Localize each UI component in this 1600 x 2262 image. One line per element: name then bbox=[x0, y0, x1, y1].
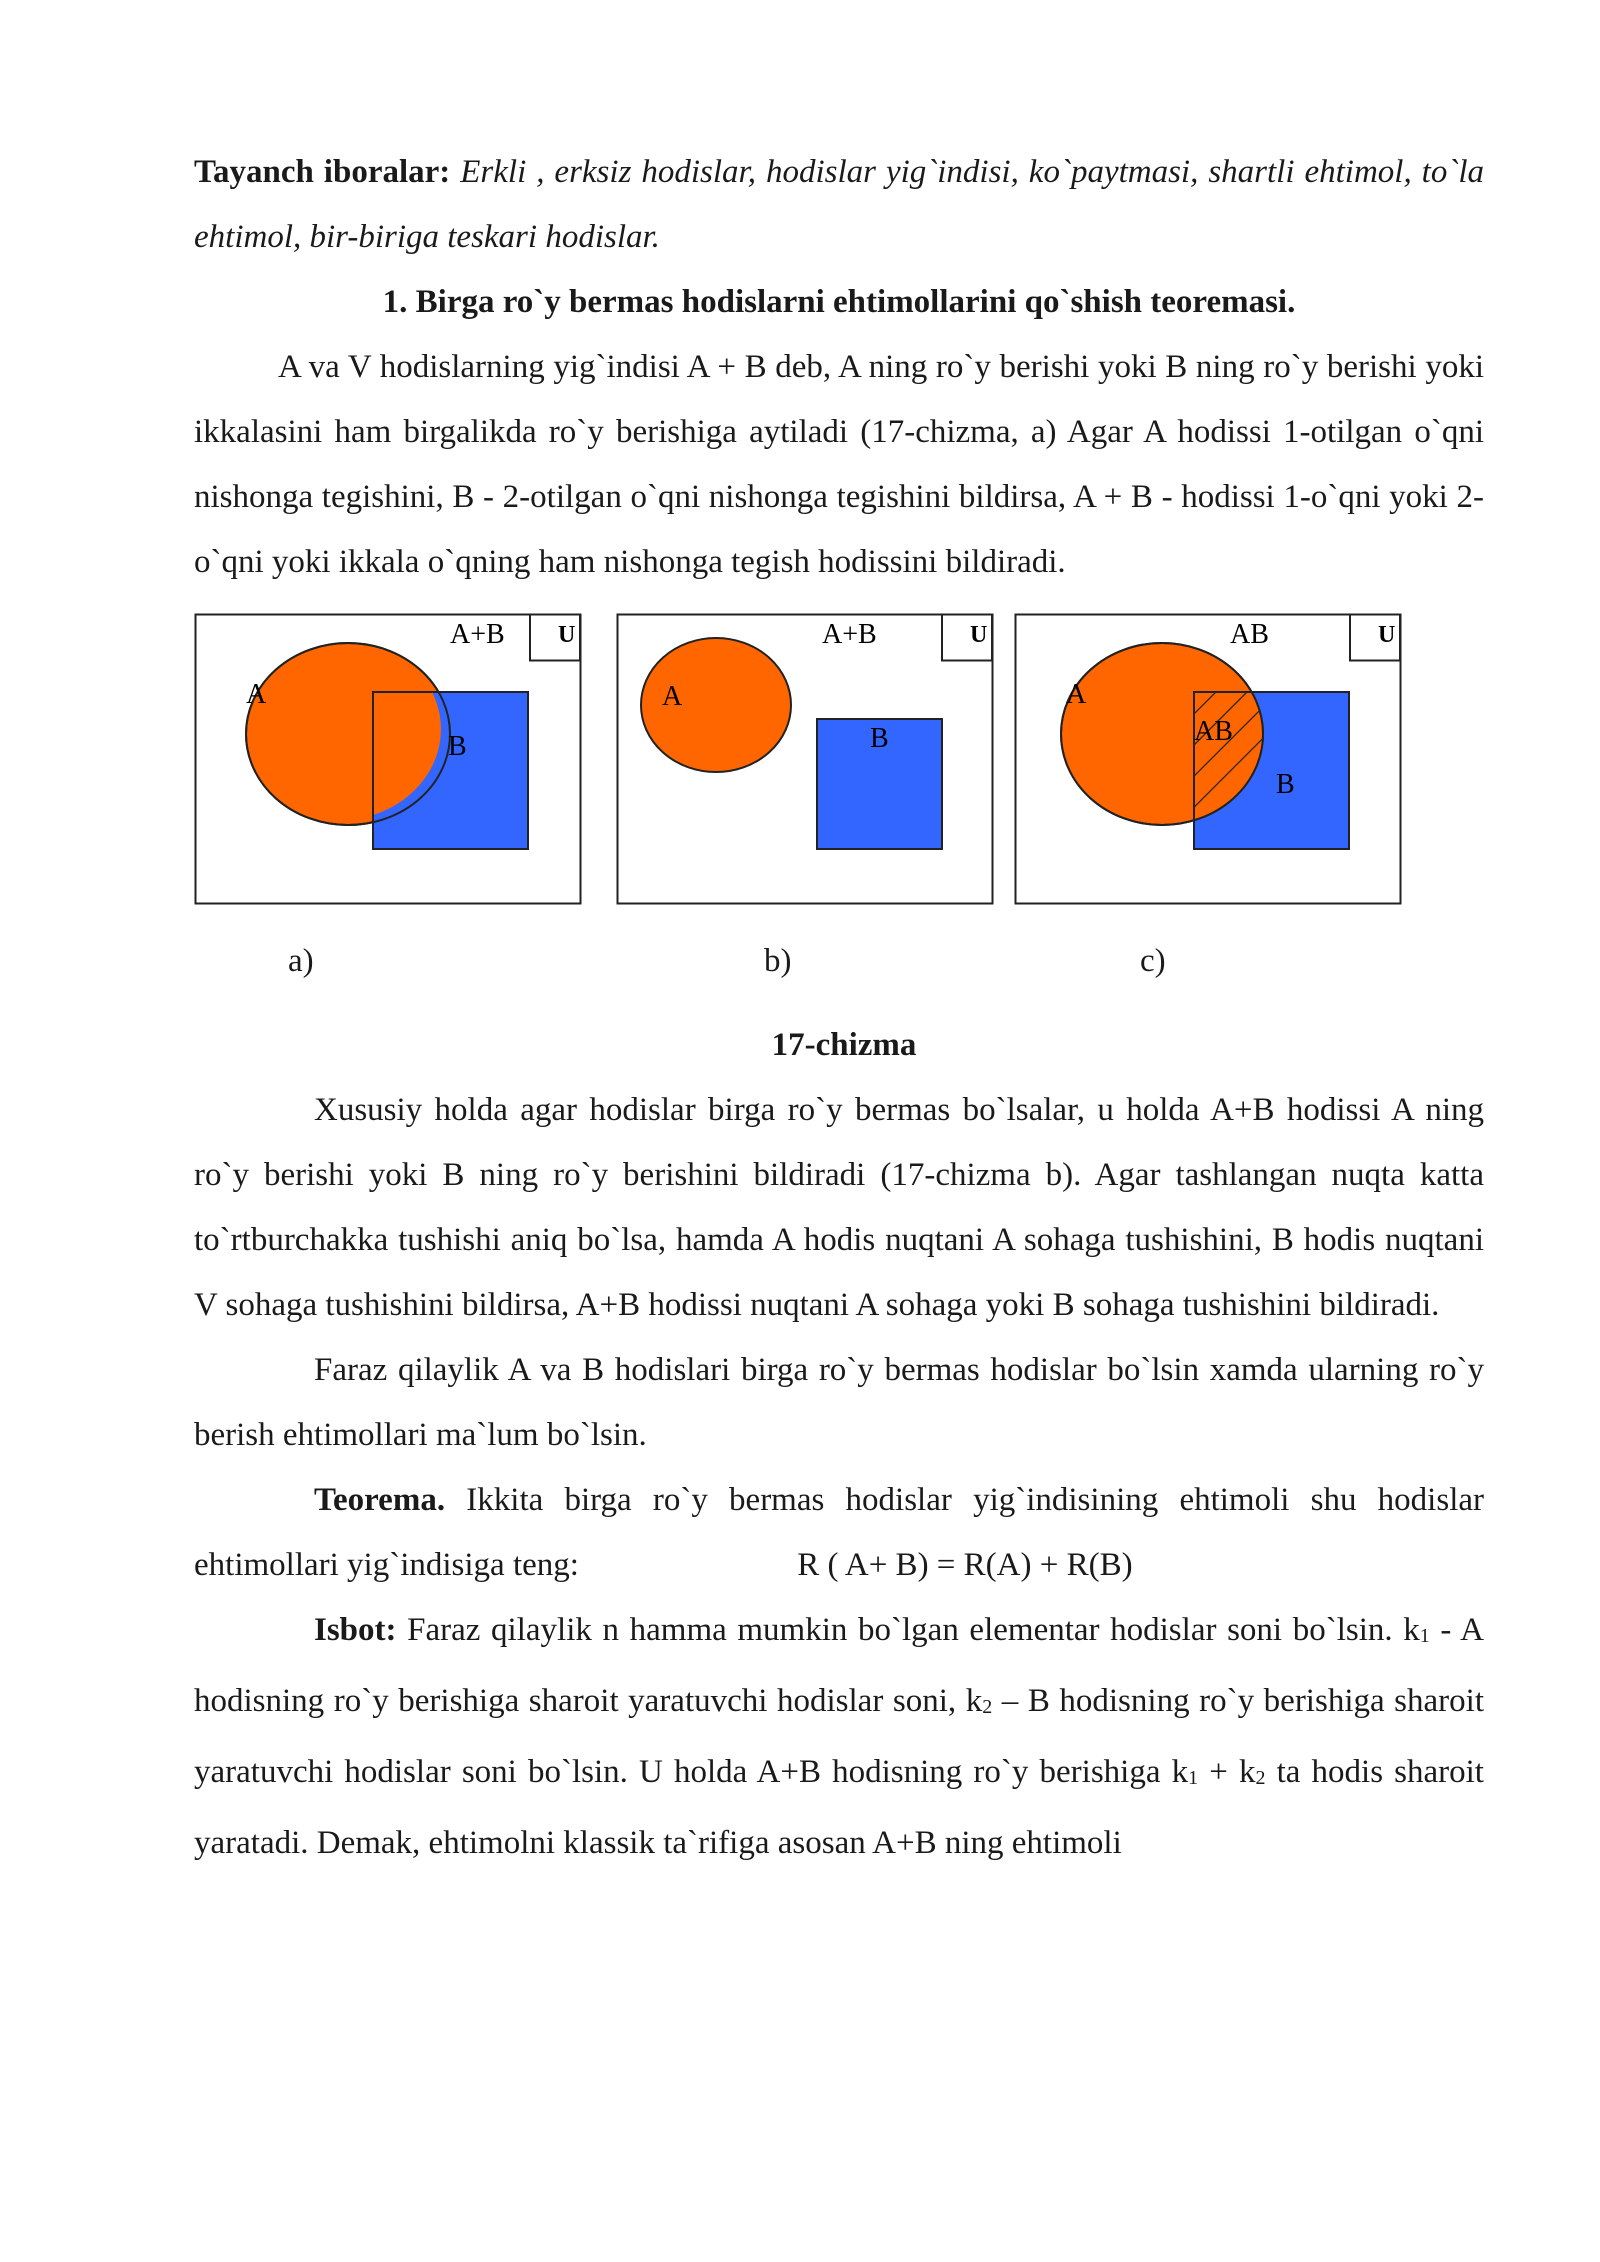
proof-text-2: - A hodisning ro`y berishiga sharoit yaratuvchi hodislar soni, k bbox=[194, 1612, 1485, 1719]
panel-c-label-ab: AB bbox=[1194, 716, 1233, 747]
proof-sub-2: 2 bbox=[982, 1696, 993, 1718]
panel-c-caption: c) bbox=[1140, 943, 1166, 979]
venn-panel-a bbox=[194, 613, 584, 907]
panel-c-label-a: A bbox=[1066, 679, 1087, 710]
paragraph-1: A va V hodislarning yig`indisi A + B deb, A ning ro`y berishi yoki B ning ro`y berishi yoki ikkalasini ham birgalikda ro`y berishiga aytiladi (17-chizma, a) Agar A hodissi 1-otilgan o`qni nishonga tegishini, B - 2-otilgan o`qni nishonga tegishini bildirsa, A + B - hodissi 1-o`qni yoki 2-o`qni yoki ikkala o`qning ham nishonga tegish hodissini bildiradi. bbox=[194, 349, 1484, 580]
proof-text-5: ta hodis sharoit yaratadi. Demak, ehtimolni klassik ta`rifiga asosan A+B ning ehtimoli bbox=[194, 1754, 1484, 1861]
keywords-text: Erkli , erksiz hodislar, hodislar yig`indisi, ko`paytmasi, shartli ehtimol, to`la ehtimol, bir-biriga teskari hodislar. bbox=[194, 154, 1484, 255]
panel-a-universe: U bbox=[558, 622, 576, 648]
theorem-label: Teorema. bbox=[314, 1482, 446, 1518]
panel-b-universe: U bbox=[970, 622, 988, 648]
panel-b-caption: b) bbox=[764, 943, 792, 979]
venn-panel-b bbox=[616, 613, 996, 907]
proof-text-1: Faraz qilaylik n hamma mumkin bo`lgan elementar hodislar soni bo`lsin. k bbox=[407, 1612, 1420, 1648]
panel-c-label-b: B bbox=[1276, 769, 1295, 800]
proof-text-3: – B hodisning ro`y berishiga sharoit yaratuvchi hodislar soni bo`lsin. U holda A+B hodisning ro`y berishiga k bbox=[194, 1683, 1485, 1790]
panel-a-label-b: B bbox=[448, 731, 467, 762]
panel-a-title: A+B bbox=[450, 619, 505, 650]
proof-label: Isbot: bbox=[314, 1612, 397, 1648]
keywords-label: Tayanch iboralar: bbox=[194, 154, 451, 190]
proof-sub-1: 1 bbox=[1419, 1625, 1430, 1647]
panel-b-label-a: A bbox=[662, 681, 683, 712]
proof-sub-3: 1 bbox=[1188, 1767, 1199, 1789]
document-page bbox=[194, 140, 1484, 1876]
panel-a-label-a: A bbox=[246, 679, 267, 710]
proof-text-4: + k bbox=[1198, 1754, 1256, 1790]
figure-caption: 17-chizma bbox=[771, 1027, 917, 1063]
panel-b-title: A+B bbox=[822, 619, 877, 650]
panel-c-title: AB bbox=[1230, 619, 1269, 650]
panel-a-caption: a) bbox=[288, 943, 314, 979]
panel-b-label-b: B bbox=[870, 723, 889, 754]
theorem-formula: R ( A+ B) = R(A) + R(B) bbox=[797, 1547, 1133, 1583]
theorem-text: Ikkita birga ro`y bermas hodislar yig`indisining ehtimoli shu hodislar ehtimollari yig`indisiga teng: bbox=[194, 1482, 1484, 1583]
venn-panel-c bbox=[1014, 613, 1404, 907]
paragraph-2: Xususiy holda agar hodislar birga ro`y bermas bo`lsalar, u holda A+B hodissi A ning ro`y berishi yoki B ning ro`y berishini bildiradi (17-chizma b). Agar tashlangan nuqta katta to`rtburchakka tushishi aniq bo`lsa, hamda A hodis nuqtani A sohaga tushishini, B hodis nuqtani V sohaga tushishini bildirsa, A+B hodissi nuqtani A sohaga yoki B sohaga tushishini bildiradi. bbox=[194, 1092, 1484, 1323]
paragraph-3: Faraz qilaylik A va B hodislari birga ro`y bermas hodislar bo`lsin xamda ularning ro`y berish ehtimollari ma`lum bo`lsin. bbox=[194, 1352, 1484, 1453]
panel-c-universe: U bbox=[1378, 622, 1396, 648]
section-title-text: 1. Birga ro`y bermas hodislarni ehtimollarini qo`shish teoremasi. bbox=[382, 284, 1296, 320]
keywords-paragraph bbox=[194, 140, 1484, 270]
proof-paragraph bbox=[194, 1598, 1484, 1876]
figure-17 bbox=[194, 613, 1484, 1013]
proof-sub-4: 2 bbox=[1255, 1767, 1266, 1789]
theorem-paragraph bbox=[194, 1468, 1484, 1598]
figure-panel-captions bbox=[194, 943, 1484, 1005]
section-title bbox=[194, 270, 1484, 335]
